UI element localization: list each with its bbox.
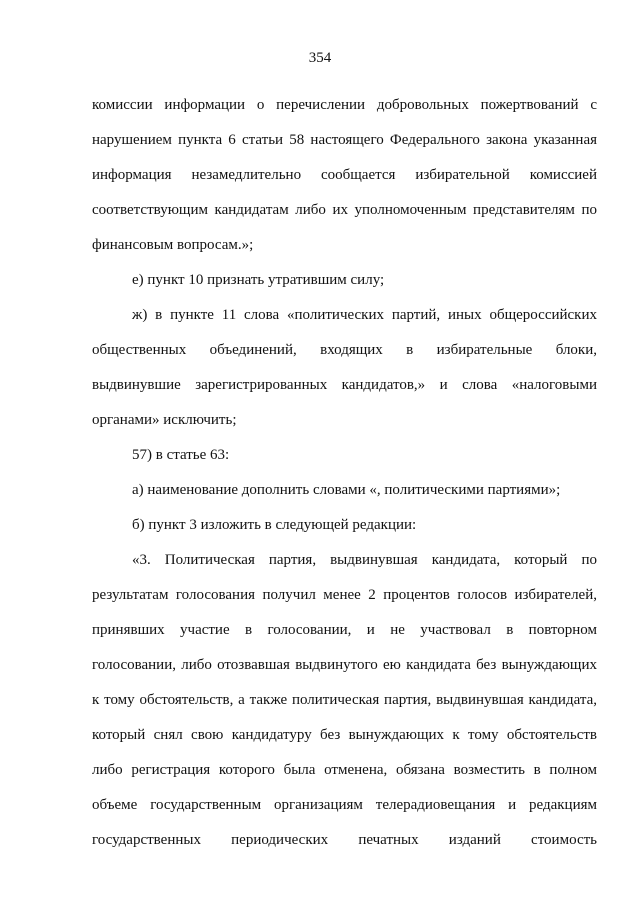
text-line: нарушением пункта 6 статьи 58 настоящего Федерального закона указанная: [92, 132, 597, 148]
text-line: голосовании, либо отозвавшая выдвинутого ею кандидата без вынуждающих: [92, 657, 597, 673]
text-line: объеме государственным организациям телерадиовещания и редакциям: [92, 797, 597, 813]
text-line: результатам голосования получил менее 2 процентов голосов избирателей,: [92, 587, 597, 603]
text-line: ж) в пункте 11 слова «политических партий, иных общероссийских: [132, 307, 597, 323]
text-line: информация незамедлительно сообщается избирательной комиссией: [92, 167, 597, 183]
text-line: а) наименование дополнить словами «, политическими партиями»;: [132, 482, 561, 498]
text-line: государственных периодических печатных изданий стоимость: [92, 832, 597, 848]
text-line: к тому обстоятельств, а также политическая партия, выдвинувшая кандидата,: [92, 692, 597, 708]
text-line: общественных объединений, входящих в избирательные блоки,: [92, 342, 597, 358]
text-line: 57) в статье 63:: [132, 447, 230, 463]
text-line: е) пункт 10 признать утратившим силу;: [132, 272, 385, 288]
text-line: принявших участие в голосовании, и не участвовал в повторном: [92, 622, 597, 638]
text-line: комиссии информации о перечислении добровольных пожертвований с: [92, 97, 597, 113]
text-line: «3. Политическая партия, выдвинувшая кандидата, который по: [132, 552, 597, 568]
text-line: соответствующим кандидатам либо их уполномоченным представителям по: [92, 202, 597, 218]
text-line: финансовым вопросам.»;: [92, 237, 254, 253]
text-line: либо регистрация которого была отменена, обязана возместить в полном: [92, 762, 597, 778]
text-line: выдвинувшие зарегистрированных кандидатов,» и слова «налоговыми: [92, 377, 597, 393]
text-line: б) пункт 3 изложить в следующей редакции:: [132, 517, 417, 533]
text-line: органами» исключить;: [92, 412, 237, 428]
text-line: который снял свою кандидатуру без вынуждающих к тому обстоятельств: [92, 727, 597, 743]
page-number: 354: [308, 50, 332, 66]
